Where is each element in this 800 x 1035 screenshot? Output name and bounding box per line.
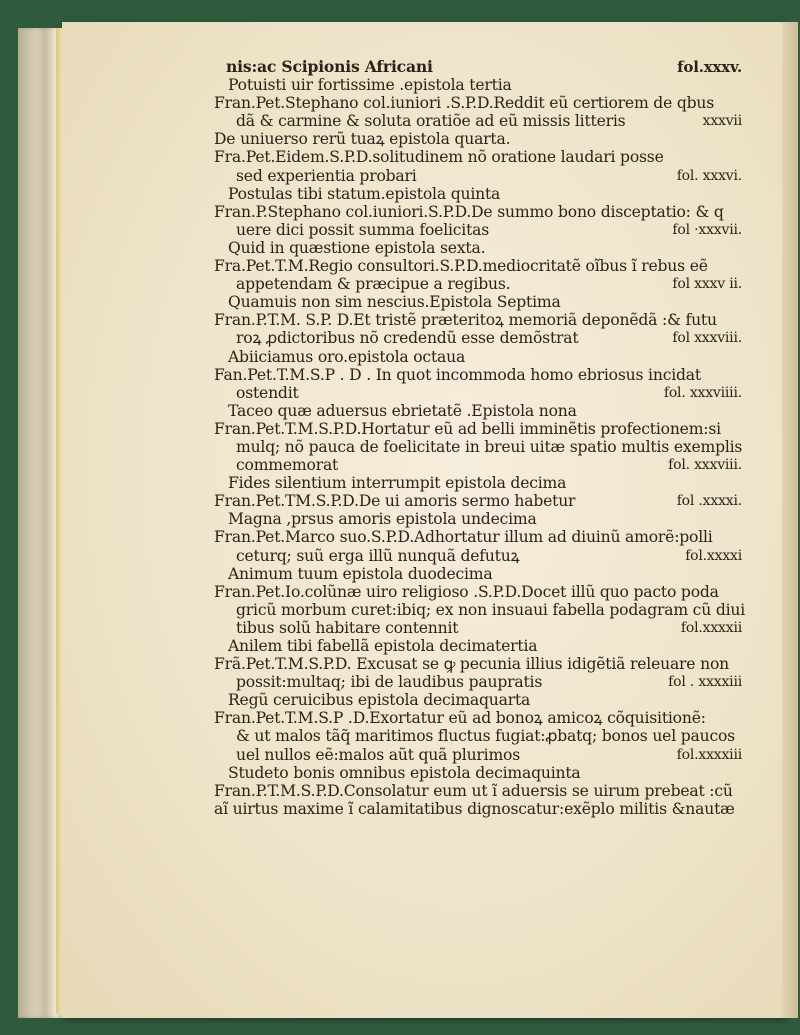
index-line [152,203,748,221]
index-line [152,764,748,782]
index-line-text: Fran.Pet.TM.S.P.D.De ui amoris sermo habetur [214,492,576,511]
index-line-text: Fran.P.T.M. S.P. D.Et tristẽ præteritoꝝ memoriã deponẽdã :& futu [214,311,717,330]
index-line-text: appetendam & præcipue a regibus. [236,275,511,294]
index-line-text: roꝝ ꝓdictoribus nõ credendũ esse demõstrat [236,329,579,348]
index-line-text: aĩ uirtus maxime ĩ calamitatibus dignoscatur:exẽplo militis &nautæ [214,799,735,818]
folio-reference: fol . xxxxiii [668,674,742,691]
folio-reference: fol. xxxviiii. [663,384,742,401]
index-line-text: Anilem tibi fabellã epistola decimatertia [228,637,538,655]
index-line-text: Fran.Pet.Io.colũnæ uiro religioso .S.P.D.Docet illũ quo pacto poda [214,582,719,601]
index-line-text: sed experientia probari [236,166,417,185]
index-line-text: Fran.Pet.T.M.S.P .D.Exortatur eũ ad bonoꝝ amicoꝝ cõquisitionẽ: [214,709,706,728]
index-line-text: uere dici possit summa foelicitas [236,220,490,239]
index-line-text: Studeto bonis omnibus epistola decimaquinta [228,763,581,782]
index-line [152,583,748,601]
running-head [152,58,748,76]
index-line-text: Regũ ceruicibus epistola decimaquarta [228,691,531,710]
index-line [152,601,748,619]
folio-reference: fol xxxviii. [672,330,742,347]
index-line [152,148,748,166]
index-line-text: Fra.Pet.Eidem.S.P.D.solitudinem nõ oratione laudari posse [214,148,664,167]
index-line [152,239,748,257]
index-line-text: ceturq; suũ erga illũ nunquã defutuꝝ [236,546,520,565]
index-line [152,329,748,347]
index-line [152,384,748,402]
folio-reference: fol.xxxxiii [676,746,742,763]
index-line [152,800,748,818]
index-line [152,727,748,745]
index-line [152,746,748,764]
index-line-text: Postulas tibi statum.epistola quinta [228,184,501,203]
folio-reference: fol .xxxxi. [676,493,742,510]
index-line [152,348,748,366]
index-line [152,673,748,691]
index-line-text: Fran.Pet.Stephano col.iuniori .S.P.D.Reddit eũ certiorem de qbus [214,94,715,113]
index-line [152,311,748,329]
index-line-text: Frã.Pet.T.M.S.P.D. Excusat se ꝙ pecunia illius idigẽtiã releuare non [214,655,729,674]
index-line [152,655,748,673]
folio-reference: fol. xxxviii. [668,457,742,474]
index-line [152,420,748,438]
index-line-text: Fran.P.T.M.S.P.D.Consolatur eum ut ĩ aduersis se uirum prebeat :cũ [214,781,733,800]
folio-reference: xxxvii [702,113,742,130]
page-fold [782,22,798,1018]
folio-number: fol.xxxv. [677,58,742,76]
index-line [152,275,748,293]
index-line-text: Abiiciamus oro.epistola octaua [228,347,466,366]
index-line [152,547,748,565]
index-line-text: Fran.Pet.Marco suo.S.P.D.Adhortatur illum ad diuinũ amorẽ:polli [214,528,713,547]
running-head-title: nis:ac Scipionis Africani [226,57,433,76]
index-line [152,528,748,546]
index-line [152,637,748,655]
index-line-text: & ut malos tãq̃ maritimos fluctus fugiat:ꝓbatq; bonos uel paucos [236,727,735,746]
index-line-text: Quamuis non sim nescius.Epistola Septima [228,293,561,312]
index-line [152,691,748,709]
index-line [152,709,748,727]
index-line-text: commemorat [236,456,339,475]
index-line-text: Fra.Pet.T.M.Regio consultori.S.P.D.mediocritatẽ oĩbus ĩ rebus eẽ [214,257,708,276]
index-line [152,94,748,112]
index-line [152,782,748,800]
index-line-text: Fides silentium interrumpit epistola decima [228,474,567,493]
index-line-text: ostendit [236,383,299,402]
index-line-text: dã & carmine & soluta oratiõe ad eũ missis litteris [236,112,626,131]
index-line [152,257,748,275]
index-line [152,167,748,185]
index-line-text: Taceo quæ aduersus ebrietatẽ .Epistola nona [228,401,577,420]
index-line-text: tibus solũ habitare contennit [236,618,459,637]
index-line [152,402,748,420]
index-line-text: gricũ morbum curet:ibiq; ex non insuaui fabella podagram cũ diui [236,600,746,619]
folio-reference: fol ·xxxvii. [672,221,742,238]
index-line-text: possit:multaq; ibi de laudibus paupratis [236,673,543,692]
index-line [152,456,748,474]
index-line-text: mulq; nõ pauca de foelicitate in breui uitæ spatio multis exemplis [236,437,743,456]
index-line-text: Fran.P.Stephano col.iuniori.S.P.D.De summo bono disceptatio: & q [214,202,724,221]
index-line-text: Fran.Pet.T.M.S.P.D.Hortatur eũ ad belli imminẽtis profectionem:si [214,419,721,438]
index-line [152,185,748,203]
index-line [152,438,748,456]
index-line-text: Quid in quæstione epistola sexta. [228,238,486,257]
index-line-text: Potuisti uir fortissime .epistola tertia [228,76,512,95]
index-line [152,130,748,148]
index-line-text: Magna ,prsus amoris epistola undecima [228,510,537,529]
folio-reference: fol.xxxxii [680,619,742,636]
folio-reference: fol xxxv ii. [672,276,742,293]
index-line [152,510,748,528]
index-line [152,76,748,94]
index-line [152,112,748,130]
index-line [152,474,748,492]
index-line-text: Animum tuum epistola duodecima [228,564,493,583]
folio-reference: fol. xxxvi. [676,167,742,184]
folio-reference: fol.xxxxi [685,547,742,564]
index-line [152,293,748,311]
index-line [152,619,748,637]
index-line [152,366,748,384]
index-line [152,221,748,239]
index-line-text: De uniuerso rerũ tuaꝝ epistola quarta. [214,130,511,149]
page-text [152,58,748,818]
index-line [152,565,748,583]
index-line-text: Fan.Pet.T.M.S.P . D . In quot incommoda homo ebriosus incidat [214,365,701,384]
index-line [152,492,748,510]
index-line-text: uel nullos eẽ:malos aũt quã plurimos [236,745,521,764]
